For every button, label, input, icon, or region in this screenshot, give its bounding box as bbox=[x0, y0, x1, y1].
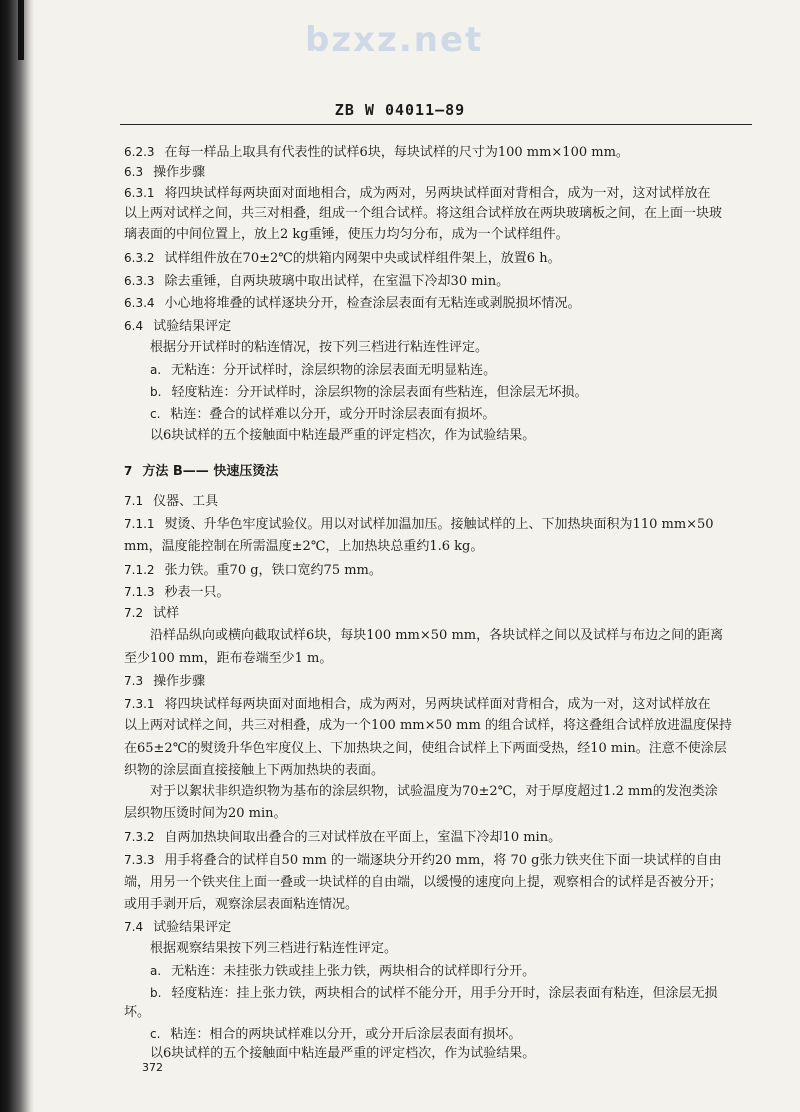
line-text: 坏。 bbox=[124, 1005, 151, 1020]
line-text: 以上两对试样之间，共三对相叠，成为一个100 mm×50 mm 的组合试样，将这叠组合试样放进温度保持 bbox=[124, 718, 732, 733]
text-line bbox=[124, 295, 581, 312]
header-rule bbox=[120, 124, 752, 125]
clause-number: 6.4 bbox=[124, 319, 144, 333]
clause-number: 7.2 bbox=[124, 606, 144, 620]
item-marker: c. bbox=[150, 407, 161, 421]
line-text: 操作步骤 bbox=[153, 674, 206, 689]
text-line bbox=[150, 428, 535, 444]
line-text: 轻度粘连：分开试样时，涂层织物的涂层表面有些粘连，但涂层无坏损。 bbox=[171, 385, 588, 400]
line-text: 粘连：相合的两块试样难以分开，或分开后涂层表面有损坏。 bbox=[170, 1027, 522, 1042]
line-text: mm，温度能控制在所需温度±2℃，上加热块总重约1.6 kg。 bbox=[124, 539, 484, 554]
line-text: 秒表一只。 bbox=[164, 585, 230, 600]
text-line bbox=[124, 696, 711, 713]
clause-number: 7.1 bbox=[124, 494, 144, 508]
text-line bbox=[150, 406, 495, 423]
line-text: 在每一样品上取具有代表性的试样6块，每块试样的尺寸为100 mm×100 mm。 bbox=[164, 145, 629, 160]
text-line bbox=[124, 318, 231, 335]
text-line bbox=[150, 941, 397, 957]
text-line bbox=[150, 963, 535, 980]
text-line bbox=[124, 605, 179, 622]
document-code-header: ZB W 04011—89 bbox=[334, 101, 466, 119]
line-text: 璃表面的中间位置上，放上2 kg重锤，使压力均匀分布，成为一个试样组件。 bbox=[124, 227, 569, 242]
text-line bbox=[124, 562, 382, 579]
text-line bbox=[124, 651, 332, 667]
line-text: 根据观察结果按下列三档进行粘连性评定。 bbox=[150, 941, 398, 956]
text-line bbox=[124, 875, 722, 891]
clause-number: 7.3.3 bbox=[124, 853, 155, 867]
clause-number: 6.3.2 bbox=[124, 251, 155, 265]
line-text: 以上两对试样之间，共三对相叠，组成一个组合试样。将这组合试样放在两块玻璃板之间，在上面一块玻 bbox=[124, 206, 723, 221]
line-text: 粘连：叠合的试样难以分开，或分开时涂层表面有损坏。 bbox=[170, 407, 496, 422]
line-text: 用手将叠合的试样自50 mm 的一端逐块分开约20 mm，将 70 g张力铁夹住下面一块试样的自由 bbox=[164, 853, 722, 868]
line-text: 试样组件放在70±2℃的烘箱内网架中央或试样组件架上，放置6 h。 bbox=[164, 251, 561, 266]
line-text: 小心地将堆叠的试样逐块分开，检查涂层表面有无粘连或剥脱损坏情况。 bbox=[164, 296, 581, 311]
item-marker: b. bbox=[150, 385, 162, 399]
line-text: 织物的涂层面直接接触上下两加热块的表面。 bbox=[124, 763, 385, 778]
line-text: 层织物压烫时间为20 min。 bbox=[124, 806, 287, 821]
text-line bbox=[124, 227, 569, 243]
watermark: bzxz.net bbox=[305, 20, 484, 60]
line-text: 轻度粘连：挂上张力铁，两块相合的试样不能分开，用手分开时，涂层表面有粘连，但涂层无损 bbox=[171, 986, 718, 1001]
text-line bbox=[124, 741, 727, 757]
clause-number: 7.1.1 bbox=[124, 517, 155, 531]
text-line bbox=[124, 493, 218, 510]
line-text: 仪器、工具 bbox=[153, 494, 219, 509]
text-line bbox=[150, 340, 488, 356]
line-text: 沿样品纵向或横向截取试样6块，每块100 mm×50 mm，各块试样之间以及试样与布边之间的距离 bbox=[150, 628, 724, 643]
item-marker: b. bbox=[150, 986, 162, 1000]
line-text: 在65±2℃的熨烫升华色牢度仪上、下加热块之间，使组合试样上下两面受热，经10 min。注意不使涂层 bbox=[124, 741, 727, 756]
scan-edge-mark bbox=[18, 0, 24, 60]
clause-number: 7.4 bbox=[124, 920, 144, 934]
line-text: 将四块试样每两块面对面地相合，成为两对，另两块试样面对背相合，成为一对，这对试样放在 bbox=[164, 697, 711, 712]
clause-number: 6.3 bbox=[124, 165, 144, 179]
clause-number: 6.2.3 bbox=[124, 145, 155, 159]
text-line bbox=[124, 919, 231, 936]
line-text: 张力铁。重70 g，铁口宽约75 mm。 bbox=[164, 563, 382, 578]
line-text: 至少100 mm，距布卷端至少1 m。 bbox=[124, 651, 333, 666]
line-text: 对于以絮状非织造织物为基布的涂层织物，试验温度为70±2℃，对于厚度超过1.2 mm的发泡类涂 bbox=[150, 784, 718, 799]
text-line bbox=[150, 384, 587, 401]
text-line bbox=[124, 273, 509, 290]
clause-number: 6.3.4 bbox=[124, 296, 155, 310]
line-text: 以6块试样的五个接触面中粘连最严重的评定档次，作为试验结果。 bbox=[150, 428, 536, 443]
text-line bbox=[124, 185, 711, 202]
line-text: 端，用另一个铁夹住上面一叠或一块试样的自由端，以缓慢的速度向上提，观察相合的试样是否被分开； bbox=[124, 875, 723, 890]
text-line bbox=[124, 164, 205, 181]
text-line bbox=[124, 584, 230, 601]
line-text: 根据分开试样时的粘连情况，按下列三档进行粘连性评定。 bbox=[150, 340, 489, 355]
line-text: 以6块试样的五个接触面中粘连最严重的评定档次，作为试验结果。 bbox=[150, 1046, 536, 1061]
scan-edge-shadow bbox=[0, 0, 34, 1112]
clause-number: 7.1.3 bbox=[124, 585, 155, 599]
line-text: 试验结果评定 bbox=[153, 920, 232, 935]
clause-number: 7.3 bbox=[124, 674, 144, 688]
text-line bbox=[150, 362, 496, 379]
line-text: 试验结果评定 bbox=[153, 319, 232, 334]
text-line bbox=[124, 718, 732, 734]
line-text: 无粘连：分开试样时，涂层织物的涂层表面无明显粘连。 bbox=[171, 363, 497, 378]
text-line bbox=[150, 784, 718, 800]
line-text: 操作步骤 bbox=[153, 165, 206, 180]
text-line bbox=[124, 1005, 150, 1021]
text-line bbox=[124, 250, 561, 267]
item-marker: c. bbox=[150, 1027, 161, 1041]
page-number: 372 bbox=[142, 1061, 163, 1074]
text-line bbox=[150, 1026, 521, 1043]
clause-number: 6.3.1 bbox=[124, 186, 155, 200]
text-line bbox=[124, 516, 714, 533]
line-text: 无粘连：未挂张力铁或挂上张力铁，两块相合的试样即行分开。 bbox=[171, 964, 536, 979]
clause-number: 6.3.3 bbox=[124, 274, 155, 288]
line-text: 熨烫、升华色牢度试验仪。用以对试样加温加压。接触试样的上、下加热块面积为110 mm×50 bbox=[164, 517, 714, 532]
line-text: 除去重锤，自两块玻璃中取出试样，在室温下冷却30 min。 bbox=[164, 274, 510, 289]
clause-number: 7.3.1 bbox=[124, 697, 155, 711]
text-line bbox=[124, 897, 358, 913]
text-line bbox=[124, 852, 721, 869]
clause-number: 7 bbox=[124, 464, 133, 478]
text-line bbox=[124, 829, 561, 846]
clause-number: 7.3.2 bbox=[124, 830, 155, 844]
line-text: 方法 B—— 快速压烫法 bbox=[142, 464, 279, 479]
line-text: 或用手剥开后，观察涂层表面粘连情况。 bbox=[124, 897, 359, 912]
text-line bbox=[150, 628, 723, 644]
text-line bbox=[150, 985, 717, 1002]
clause-number: 7.1.2 bbox=[124, 563, 155, 577]
text-line bbox=[124, 144, 629, 161]
text-line bbox=[124, 763, 384, 779]
item-marker: a. bbox=[150, 363, 162, 377]
item-marker: a. bbox=[150, 964, 162, 978]
text-line bbox=[124, 539, 483, 555]
line-text: 试样 bbox=[153, 606, 180, 621]
line-text: 将四块试样每两块面对面地相合，成为两对，另两块试样面对背相合，成为一对，这对试样放在 bbox=[164, 186, 711, 201]
text-line bbox=[124, 806, 287, 822]
text-line bbox=[124, 673, 205, 690]
line-text: 自两加热块间取出叠合的三对试样放在平面上，室温下冷却10 min。 bbox=[164, 830, 562, 845]
text-line bbox=[150, 1046, 535, 1062]
section-heading bbox=[124, 463, 278, 480]
text-line bbox=[124, 206, 722, 222]
